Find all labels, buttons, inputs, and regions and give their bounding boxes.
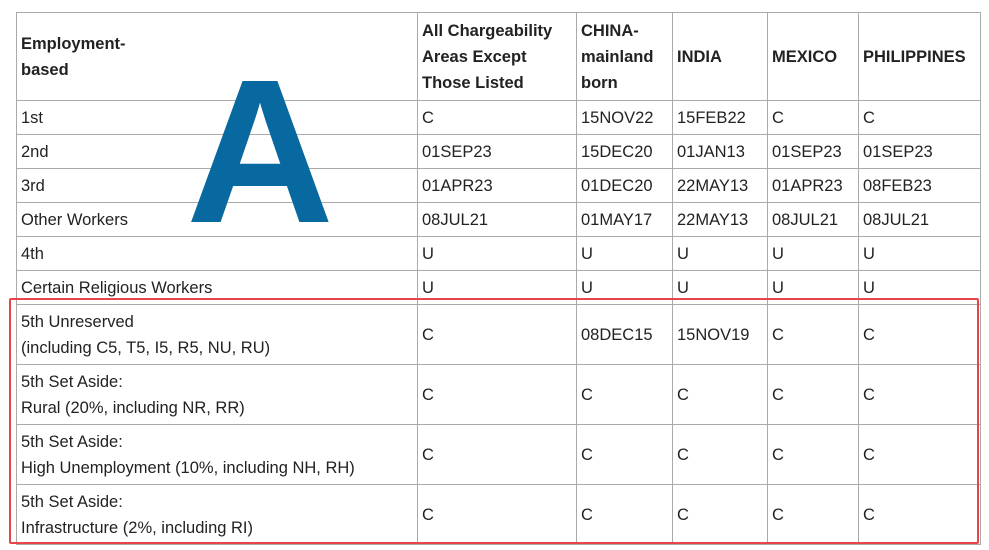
- cell-china: 15DEC20: [577, 135, 673, 169]
- category-line: 1st: [21, 108, 44, 127]
- cell-all-areas: 08JUL21: [418, 203, 577, 237]
- cell-china: U: [577, 271, 673, 305]
- header-employment-based: Employment-based: [17, 13, 418, 101]
- category-line: 5th Unreserved: [21, 312, 134, 331]
- cell-india: 01JAN13: [673, 135, 768, 169]
- category-line: 5th Set Aside:: [21, 432, 123, 451]
- cell-china: 08DEC15: [577, 305, 673, 365]
- table-row: [17, 365, 981, 425]
- cell-philippines: C: [859, 305, 981, 365]
- row-category: [17, 485, 418, 545]
- header-india: INDIA: [673, 13, 768, 101]
- cell-mexico: U: [768, 271, 859, 305]
- table-row: [17, 425, 981, 485]
- cell-all-areas: 01SEP23: [418, 135, 577, 169]
- cell-all-areas: C: [418, 365, 577, 425]
- row-category: [17, 135, 418, 169]
- row-category: [17, 203, 418, 237]
- category-line: 4th: [21, 244, 44, 263]
- category-line: 2nd: [21, 142, 49, 161]
- cell-mexico: C: [768, 425, 859, 485]
- category-line: (including C5, T5, I5, R5, NU, RU): [21, 338, 271, 357]
- category-line: 5th Set Aside:: [21, 372, 123, 391]
- cell-india: 22MAY13: [673, 203, 768, 237]
- table-row: [17, 237, 981, 271]
- cell-mexico: C: [768, 305, 859, 365]
- header-mexico: MEXICO: [768, 13, 859, 101]
- header-philippines: PHILIPPINES: [859, 13, 981, 101]
- cell-india: 15NOV19: [673, 305, 768, 365]
- row-category: [17, 271, 418, 305]
- category-line: 5th Set Aside:: [21, 492, 123, 511]
- cell-mexico: 01APR23: [768, 169, 859, 203]
- row-category: [17, 169, 418, 203]
- cell-all-areas: U: [418, 237, 577, 271]
- cell-all-areas: U: [418, 271, 577, 305]
- table-row: [17, 305, 981, 365]
- header-row: [17, 13, 981, 101]
- category-line: Rural (20%, including NR, RR): [21, 398, 245, 417]
- table-row: [17, 203, 981, 237]
- cell-india: U: [673, 237, 768, 271]
- cell-india: 22MAY13: [673, 169, 768, 203]
- cell-china: C: [577, 425, 673, 485]
- row-category: [17, 425, 418, 485]
- table-row: [17, 101, 981, 135]
- row-category: [17, 305, 418, 365]
- cell-china: 15NOV22: [577, 101, 673, 135]
- category-line: Certain Religious Workers: [21, 278, 213, 297]
- cell-mexico: U: [768, 237, 859, 271]
- cell-philippines: 01SEP23: [859, 135, 981, 169]
- cell-india: C: [673, 365, 768, 425]
- cell-philippines: C: [859, 425, 981, 485]
- cell-mexico: C: [768, 365, 859, 425]
- table-row: [17, 135, 981, 169]
- cell-philippines: 08FEB23: [859, 169, 981, 203]
- row-category: [17, 101, 418, 135]
- cell-philippines: 08JUL21: [859, 203, 981, 237]
- table-row: [17, 485, 981, 545]
- row-category: [17, 237, 418, 271]
- cell-philippines: U: [859, 271, 981, 305]
- category-line: Infrastructure (2%, including RI): [21, 518, 254, 537]
- overlay-letter: A: [186, 37, 335, 266]
- cell-philippines: C: [859, 101, 981, 135]
- row-category: [17, 365, 418, 425]
- cell-philippines: C: [859, 365, 981, 425]
- cell-philippines: C: [859, 485, 981, 545]
- cell-all-areas: 01APR23: [418, 169, 577, 203]
- cell-india: U: [673, 271, 768, 305]
- category-line: 3rd: [21, 176, 45, 195]
- cell-mexico: C: [768, 101, 859, 135]
- table-row: [17, 169, 981, 203]
- visa-bulletin-table: [16, 12, 981, 545]
- cell-mexico: 08JUL21: [768, 203, 859, 237]
- cell-china: 01DEC20: [577, 169, 673, 203]
- cell-mexico: 01SEP23: [768, 135, 859, 169]
- cell-india: C: [673, 425, 768, 485]
- cell-china: 01MAY17: [577, 203, 673, 237]
- header-china: CHINA-mainland born: [577, 13, 673, 101]
- cell-mexico: C: [768, 485, 859, 545]
- cell-philippines: U: [859, 237, 981, 271]
- category-line: High Unemployment (10%, including NH, RH): [21, 458, 355, 477]
- cell-china: C: [577, 485, 673, 545]
- header-all-areas: All Chargeability Areas Except Those Listed: [418, 13, 577, 101]
- cell-all-areas: C: [418, 425, 577, 485]
- cell-china: U: [577, 237, 673, 271]
- cell-india: 15FEB22: [673, 101, 768, 135]
- table-row: [17, 271, 981, 305]
- cell-india: C: [673, 485, 768, 545]
- category-line: Other Workers: [21, 210, 128, 229]
- cell-all-areas: C: [418, 305, 577, 365]
- cell-all-areas: C: [418, 101, 577, 135]
- cell-china: C: [577, 365, 673, 425]
- cell-all-areas: C: [418, 485, 577, 545]
